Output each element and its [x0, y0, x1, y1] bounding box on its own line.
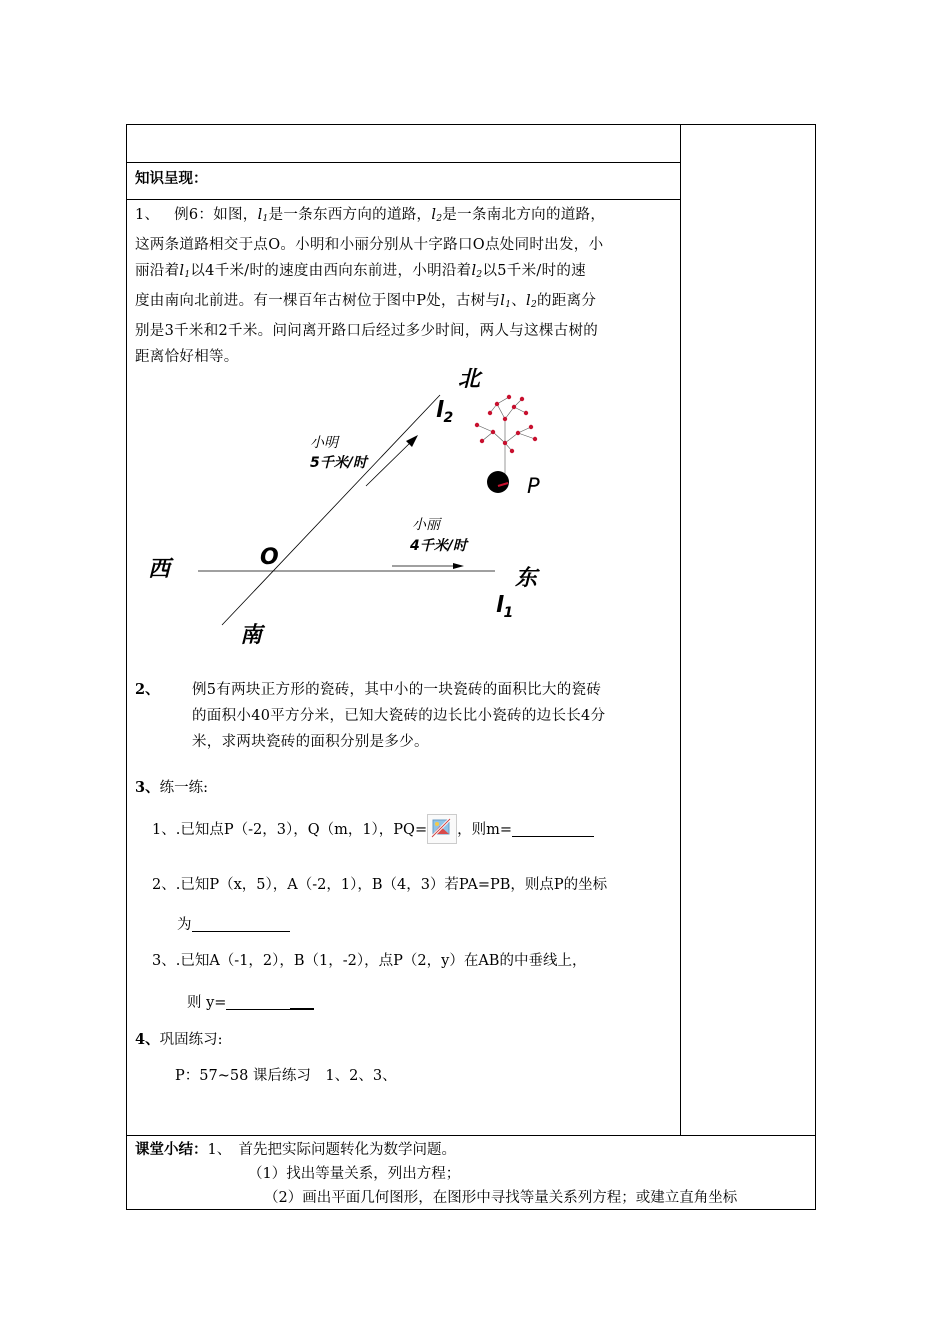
road-l2-line — [222, 395, 440, 625]
practice-q2-line2: 为 — [177, 912, 290, 938]
summary-line2: （1）找出等量关系，列出方程； — [248, 1166, 461, 1182]
label-l2: $l_2$ — [436, 398, 454, 426]
label-l1: $l_1$ — [496, 593, 514, 621]
table-row-divider — [126, 1135, 816, 1136]
label-xiaoli-speed: 4千米/时 — [410, 538, 467, 554]
label-east: 东 — [515, 566, 538, 591]
example1-line-6: 距离恰好相等。 — [135, 349, 239, 365]
example2-line-2: 的面积小40平方分米，已知大瓷砖的边长比小瓷砖的边长长4分 — [192, 708, 606, 724]
label-point-p: P — [527, 474, 540, 498]
summary-line1: 课堂小结：1、 首先把实际问题转化为数学问题。 — [135, 1141, 456, 1158]
answer-blank-p[interactable] — [192, 915, 290, 932]
example1-num: 1、 — [135, 207, 160, 223]
table-border-left — [126, 124, 127, 1210]
summary-title: 课堂小结： — [135, 1141, 208, 1158]
broken-image-icon — [427, 814, 457, 844]
label-xiaoming: 小明 — [310, 435, 338, 451]
label-origin: O — [260, 545, 279, 570]
table-column-divider — [680, 124, 681, 1135]
table-row-divider — [126, 162, 680, 163]
label-south: 南 — [240, 623, 263, 648]
xiaoming-arrow — [366, 441, 412, 486]
example2-line-1: 例5有两块正方形的瓷砖，其中小的一块瓷砖的面积比大的瓷砖 — [192, 682, 602, 698]
summary-line3: （2）画出平面几何图形，在图形中寻找等量关系列方程；或建立直角坐标 — [264, 1190, 738, 1206]
example1-line-1: 1、 例6：如图，$l_1$是一条东西方向的道路，$l_2$是一条南北方向的道路， — [135, 207, 606, 224]
consolidate-content: P：57~58 课后练习 1、2、3、 — [175, 1068, 397, 1084]
answer-blank-y[interactable] — [226, 993, 290, 1010]
label-xiaoli: 小丽 — [412, 517, 440, 533]
road-diagram — [140, 355, 560, 660]
answer-blank-y-end — [290, 992, 314, 1010]
answer-blank-m[interactable] — [512, 820, 594, 837]
tree-leaves — [475, 395, 537, 453]
example1-line-2: 这两条道路相交于点O。小明和小丽分别从十字路口O点处同时出发，小 — [135, 237, 604, 253]
practice-title: 3、练一练: — [135, 779, 208, 796]
example2-num: 2、 — [135, 681, 160, 698]
example1-line-5: 别是3千米和2千米。问问离开路口后经过多少时间，两人与这棵古树的 — [135, 323, 599, 339]
example2-paragraph — [192, 677, 605, 755]
consolidate-title: 4、巩固练习: — [135, 1031, 223, 1048]
practice-q3-line2: 则 y= — [187, 990, 314, 1016]
xiaoli-arrow-head — [453, 563, 464, 569]
label-north: 北 — [458, 367, 481, 392]
practice-q3-line1: 3、.已知A（-1，2），B（1，-2），点P（2，y）在AB的中垂线上， — [152, 953, 587, 969]
ancient-tree-icon — [477, 397, 535, 480]
example1-line-4: 度由南向北前进。有一棵百年古树位于图中P处，古树与$l_1$、$l_2$的距离分 — [135, 293, 597, 310]
example1-line-3: 丽沿着$l_1$以4千米/时的速度由西向东前进，小明沿着$l_2$以5千米/时的速 — [135, 263, 586, 280]
point-p-marker — [487, 471, 509, 493]
practice-q1: 1、.已知点P（-2，3），Q（m，1），PQ= ，则m= — [152, 814, 594, 844]
section-title-knowledge: 知识呈现： — [135, 170, 208, 187]
table-border-top — [126, 124, 816, 125]
example1-paragraph — [135, 202, 605, 370]
table-row-divider — [126, 199, 680, 200]
example2-line-3: 米，求两块瓷砖的面积分别是多少。 — [192, 734, 429, 750]
label-west: 西 — [148, 557, 171, 582]
table-border-right — [815, 124, 816, 1210]
practice-q2-line1: 2、.已知P（x，5），A（-2，1），B（4，3）若PA=PB，则点P的坐标 — [152, 877, 608, 893]
label-xiaoming-speed: 5千米/时 — [310, 455, 367, 471]
